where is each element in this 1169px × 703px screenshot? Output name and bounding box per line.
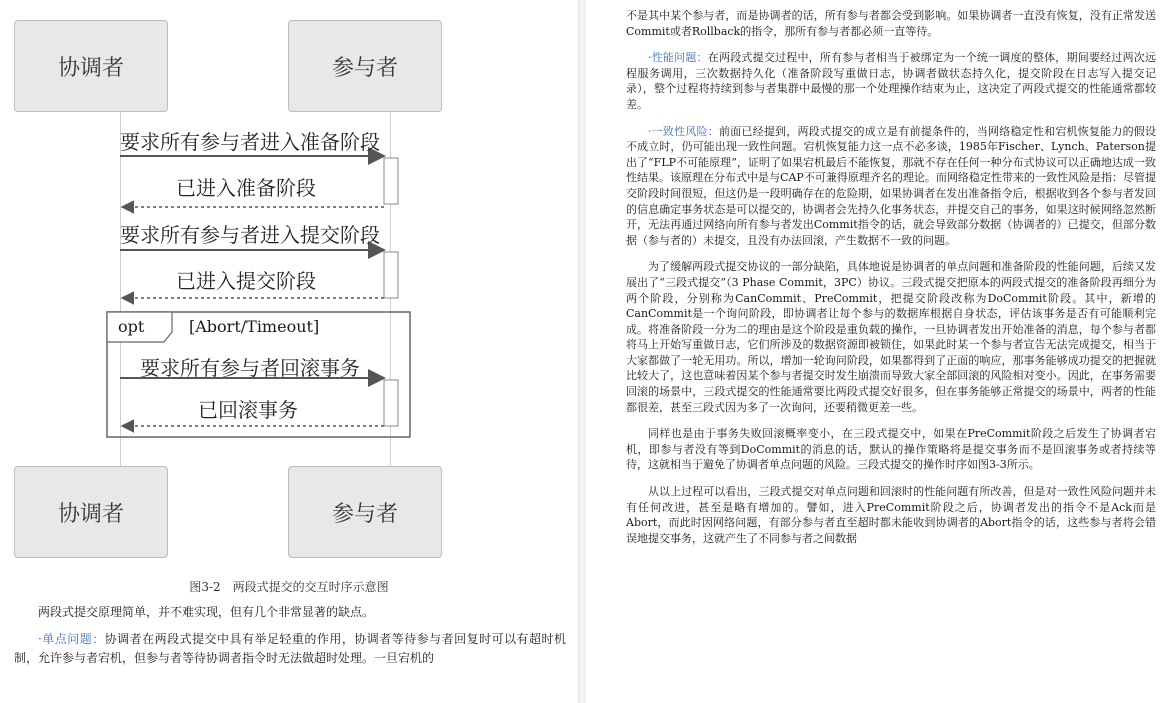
right-body-text (626, 8, 1156, 557)
paragraph: 两段式提交原理简单，并不难实现，但有几个非常显著的缺点。 (38, 605, 375, 619)
paragraph-body: 协调者在两段式提交中具有举足轻重的作用，协调者等待参与者回复时可以有超时机制，允许参与者宕机，但参与者等待协调者指令时无法做超时处理。一旦宕机的 (14, 632, 566, 665)
coordinator-actor-top: 协调者 (14, 20, 168, 112)
figure-caption: 图3-2 两段式提交的交互时序示意图 (189, 580, 389, 594)
book-gutter (578, 0, 586, 703)
opt-tag: opt (118, 317, 145, 336)
highlight-term: ·性能问题： (648, 51, 708, 65)
participant-actor-top: 参与者 (288, 20, 442, 112)
paragraph-conclusion: 从以上过程可以看出，三段式提交对单点问题和回滚时的性能问题有所改善，但是对一致性风险问题并未有任何改进，甚至是略有增加的。譬如，进入PreCommit阶段之后，协调者发出的指令不是Ack而是Abort，而此时因网络问题，有部分参与者直至超时都未能收到协调者的Abort指令的话，这些参与者将会错误地提交事务，这就产生了不同参与者之间数据 (626, 485, 1156, 545)
opt-condition: [Abort/Timeout] (189, 317, 320, 336)
message-label-3: 要求所有参与者进入提交阶段 (120, 223, 380, 247)
message-label-4: 已进入提交阶段 (176, 269, 316, 293)
right-page (586, 0, 1169, 703)
activation-bar-1 (384, 158, 398, 204)
coordinator-actor-bottom: 协调者 (14, 466, 168, 558)
message-label-2: 已进入准备阶段 (176, 176, 316, 200)
paragraph-continued: 不是其中某个参与者，而是协调者的话，所有参与者都会受到影响。如果协调者一直没有恢复，没有正常发送Commit或者Rollback的指令，那所有参与者都必须一直等待。 (626, 9, 1156, 38)
highlight-term: ·单点问题： (38, 632, 105, 646)
highlight-term: ·一致性风险： (648, 124, 719, 138)
paragraph-3pc: 为了缓解两段式提交协议的一部分缺陷，具体地说是协调者的单点问题和准备阶段的性能问题，后续又发展出了“三段式提交”（3 Phase Commit，3PC）协议。三段式提交把原本的两段式提交的准备阶段再细分为两个阶段，分别称为CanCommit、PreCommit，把提交阶段改称为DoCommit阶段。其中，新增的CanCommit是一个询问阶段，即协调者让每个参与的数据库根据自身状态，评估该事务是否有可能顺利完成。将准备阶段一分为二的理由是这个阶段是重负载的操作，一旦协调者发出开始准备的消息，每个参与者都将马上开始写重做日志，它们所涉及的数据资源即被锁住，如果此时某一个参与者宣告无法完成提交，相当于大家都做了一轮无用功。所以，增加一轮询问阶段，如果都得到了正面的响应，那事务能够成功提交的把握就比较大了，这也意味着因某个参与者提交时发生崩溃而导致大家全部回滚的风险相对变小。因此，在事务需要回滚的场景中，三段式提交的性能通常要比两段式提交好很多，但在事务能够正常提交的场景中，两者的性能都很差，甚至三段式因为多了一次询问，还要稍微更差一些。 (626, 260, 1156, 414)
paragraph-body: 在两段式提交过程中，所有参与者相当于被绑定为一个统一调度的整体，期间要经过两次远程服务调用，三次数据持久化（准备阶段写重做日志，协调者做状态持久化，提交阶段在日志写入提交记录），整个过程将持续到参与者集群中最慢的那一个处理操作结束为止，这决定了两段式提交的性能通常都较差。 (626, 51, 1156, 111)
message-label-6: 已回滚事务 (198, 398, 298, 422)
message-label-5: 要求所有参与者回滚事务 (140, 356, 360, 380)
paragraph-3pc-default: 同样也是由于事务失败回滚概率变小，在三段式提交中，如果在PreCommit阶段之后发生了协调者宕机，即参与者没有等到DoCommit的消息的话，默认的操作策略将是提交事务而不是回滚事务或者持续等待，这就相当于避免了协调者单点问题的风险。三段式提交的操作时序如图3-3所示。 (626, 427, 1156, 472)
paragraph-performance (626, 50, 1156, 112)
left-page (0, 0, 578, 703)
activation-bar-2 (384, 252, 398, 298)
activation-bar-3 (384, 380, 398, 426)
paragraph-body: 前面已经提到，两段式提交的成立是有前提条件的，当网络稳定性和宕机恢复能力的假设不成立时，仍可能出现一致性问题。宕机恢复能力这一点不必多谈，1985年Fischer、Lynch、Paterson提出了“FLP不可能原理”，证明了如果宕机最后不能恢复，那就不存在任何一种分布式协议可以正确地达成一致性结果。该原理在分布式中是与CAP不可兼得原理齐名的理论。而网络稳定性带来的一致性风险是指：尽管提交阶段时间很短，但这仍是一段明确存在的危险期，如果协调者在发出准备指令后，根据收到各个参与者发回的信息确定事务状态是可以提交的，协调者会先持久化事务状态，并提交自己的事务，如果这时候网络忽然断开，无法再通过网络向所有参与者发出Commit指令的话，就会导致部分数据（协调者的）已提交，但部分数据（参与者的）未提交，且没有办法回滚，产生数据不一致的问题。 (626, 124, 1157, 247)
left-body-text (14, 603, 566, 668)
paragraph-single-point (14, 630, 566, 668)
participant-actor-bottom: 参与者 (288, 466, 442, 558)
sequence-diagram (0, 0, 578, 570)
message-label-1: 要求所有参与者进入准备阶段 (120, 130, 380, 154)
paragraph-consistency (626, 124, 1156, 249)
